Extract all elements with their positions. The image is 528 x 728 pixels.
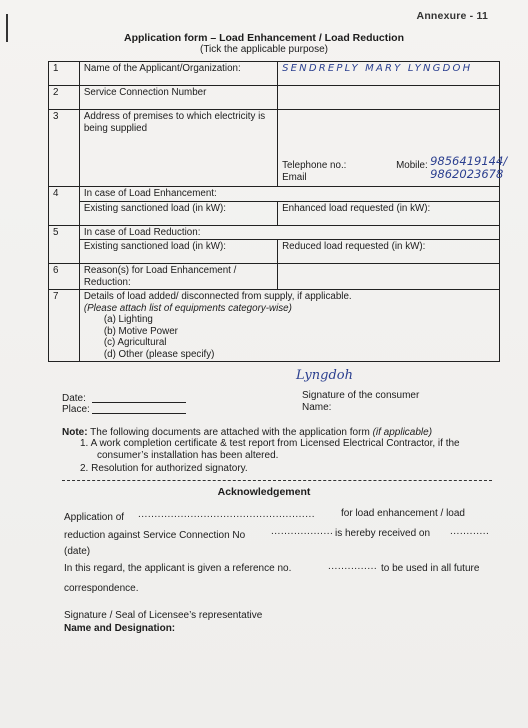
row-number: 3 bbox=[49, 110, 80, 187]
telephone-label: Telephone no.: bbox=[282, 160, 347, 171]
ack-service-connection-field[interactable]: ................... bbox=[271, 526, 334, 537]
load-details-field[interactable] bbox=[79, 290, 499, 362]
applicant-name-label: Name of the Applicant/Organization: bbox=[79, 62, 277, 86]
form-row-5-heading bbox=[49, 225, 500, 240]
ack-line2-received: is hereby received on bbox=[335, 528, 431, 539]
load-category-item: (d) Other (please specify) bbox=[103, 348, 215, 360]
reduced-load-field[interactable] bbox=[278, 240, 500, 264]
load-category-list bbox=[84, 314, 495, 360]
load-category-item: (c) Agricultural bbox=[103, 337, 167, 348]
ack-line4-suffix: to be used in all future bbox=[381, 563, 480, 574]
load-category-item: (b) Motive Power bbox=[103, 325, 178, 337]
reason-field[interactable] bbox=[278, 264, 500, 290]
consumer-name-label: Name: bbox=[302, 402, 332, 413]
date-label: Date: bbox=[62, 393, 86, 404]
licensee-name-label: Name and Designation: bbox=[64, 623, 176, 634]
reason-label: Reason(s) for Load Enhancement / Reduction: bbox=[79, 264, 277, 290]
load-details-note: (Please attach list of equipments category-wise) bbox=[83, 302, 292, 314]
existing-load-reduction-field[interactable] bbox=[79, 240, 277, 264]
application-form-table bbox=[48, 61, 508, 362]
load-reduction-heading: In case of Load Reduction: bbox=[79, 225, 499, 240]
load-enhancement-heading: In case of Load Enhancement: bbox=[79, 187, 499, 202]
place-field[interactable] bbox=[92, 413, 186, 414]
note-text-italic: (if applicable) bbox=[372, 427, 433, 438]
form-row-6 bbox=[49, 264, 500, 290]
form-row-7 bbox=[49, 290, 500, 362]
note-label: Note: bbox=[62, 427, 88, 438]
ack-line1-label: Application of bbox=[64, 512, 125, 523]
note-item-2: 2. Resolution for authorized signatory. bbox=[80, 463, 248, 474]
row-number: 2 bbox=[49, 86, 80, 110]
form-row-4-fields bbox=[49, 201, 500, 225]
ack-date-field[interactable]: ............ bbox=[450, 526, 490, 537]
ack-line2-label: reduction against Service Connection No bbox=[64, 530, 246, 541]
email-label: Email bbox=[282, 172, 307, 183]
enhanced-load-label: Enhanced load requested (in kW): bbox=[282, 202, 431, 214]
consumer-signature-handwritten: Lyngdoh bbox=[296, 368, 353, 383]
row-number: 5 bbox=[49, 225, 80, 264]
load-details-label: Details of load added/ disconnected from supply, if applicable. bbox=[83, 291, 352, 302]
form-row-4-heading bbox=[49, 187, 500, 202]
service-connection-field[interactable] bbox=[278, 86, 500, 110]
address-label: Address of premises to which electricity is being supplied bbox=[79, 110, 277, 187]
ack-applicant-field[interactable]: ...................................................... bbox=[138, 509, 316, 520]
note-item-1b: consumer’s installation has been altered. bbox=[97, 450, 279, 461]
reduced-load-label: Reduced load requested (in kW): bbox=[282, 241, 426, 252]
form-row-5-fields bbox=[49, 240, 500, 264]
ack-date-label: (date) bbox=[64, 546, 91, 557]
row-number: 4 bbox=[49, 187, 80, 226]
note-item-1: 1. A work completion certificate & test report from Licensed Electrical Contractor, if the bbox=[80, 438, 460, 449]
form-row-2 bbox=[49, 86, 500, 110]
row-number: 1 bbox=[49, 62, 80, 86]
form-title: Application form – Load Enhancement / Load Reduction bbox=[123, 32, 405, 44]
existing-load-label: Existing sanctioned load (in kW): bbox=[83, 241, 226, 252]
date-field[interactable] bbox=[92, 402, 186, 403]
enhanced-load-field[interactable] bbox=[278, 201, 500, 225]
ack-line4-label: In this regard, the applicant is given a reference no. bbox=[64, 563, 292, 574]
ack-line5: correspondence. bbox=[64, 583, 139, 594]
mobile-number-2: 9862023678 bbox=[430, 167, 504, 181]
applicant-name-value: SENDREPLY MARY LYNGDOH bbox=[282, 63, 473, 74]
row-number: 6 bbox=[49, 264, 80, 290]
applicant-name-field[interactable] bbox=[278, 62, 500, 86]
annexure-label: Annexure - 11 bbox=[416, 10, 488, 22]
ack-reference-field[interactable]: ............... bbox=[328, 561, 378, 572]
note-paragraph bbox=[62, 427, 502, 438]
form-row-1 bbox=[49, 62, 500, 86]
form-subtitle: (Tick the applicable purpose) bbox=[199, 44, 329, 55]
place-label: Place: bbox=[62, 404, 90, 415]
consumer-signature-label: Signature of the consumer bbox=[302, 390, 420, 401]
service-connection-label: Service Connection Number bbox=[79, 86, 277, 110]
ack-line1-suffix: for load enhancement / load bbox=[341, 508, 465, 519]
separator-line bbox=[62, 480, 492, 481]
row-number: 7 bbox=[49, 290, 80, 362]
load-category-item: (a) Lighting bbox=[103, 314, 153, 325]
existing-load-label: Existing sanctioned load (in kW): bbox=[83, 202, 226, 214]
acknowledgement-title: Acknowledgement bbox=[217, 486, 311, 498]
mobile-label: Mobile: bbox=[396, 160, 428, 171]
mobile-number-1: 9856419144/ bbox=[430, 154, 508, 168]
existing-load-enhancement-field[interactable] bbox=[79, 201, 277, 225]
address-field[interactable] bbox=[278, 110, 508, 187]
note-text: The following documents are attached with the application form bbox=[90, 427, 370, 438]
form-row-3 bbox=[49, 110, 500, 187]
licensee-signature-label: Signature / Seal of Licensee’s representative bbox=[64, 610, 263, 621]
